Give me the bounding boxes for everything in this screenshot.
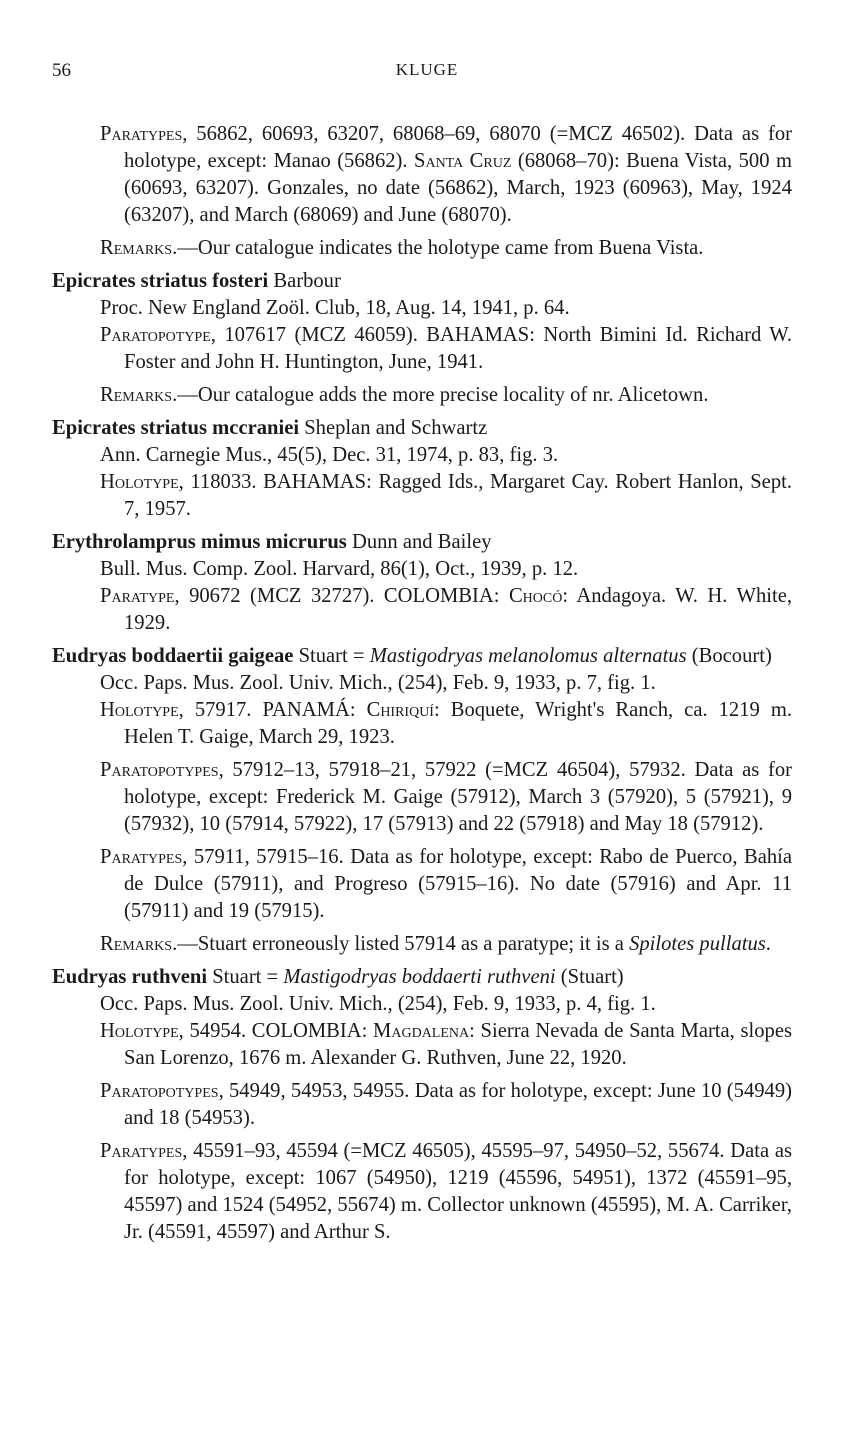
- holotype-paragraph: Holotype, 118033. BAHAMAS: Ragged Ids., Margaret Cay. Robert Hanlon, Sept. 7, 1957.: [100, 471, 792, 520]
- page-number: 56: [52, 60, 71, 81]
- species-heading: Epicrates striatus fosteri Barbour: [52, 270, 341, 292]
- citation: Occ. Paps. Mus. Zool. Univ. Mich., (254), Feb. 9, 1933, p. 4, fig. 1.: [100, 993, 656, 1015]
- citation: Bull. Mus. Comp. Zool. Harvard, 86(1), Oct., 1939, p. 12.: [100, 558, 579, 580]
- remarks-paragraph: Remarks.—Our catalogue adds the more precise locality of nr. Alicetown.: [100, 384, 709, 406]
- citation: Proc. New England Zoöl. Club, 18, Aug. 14, 1941, p. 64.: [100, 297, 570, 319]
- remarks-paragraph: Remarks.—Stuart erroneously listed 57914 as a paratype; it is a Spilotes pullatus.: [100, 933, 771, 955]
- species-heading: Epicrates striatus mccraniei Sheplan and Schwartz: [52, 417, 488, 439]
- paratype-paragraph: Paratype, 90672 (MCZ 32727). COLOMBIA: Chocó: Andagoya. W. H. White, 1929.: [100, 585, 792, 634]
- species-entry-micrurus: [52, 529, 792, 637]
- species-entry-mccraniei: [52, 415, 792, 523]
- holotype-paragraph: Holotype, 57917. PANAMÁ: Chiriquí: Boquete, Wright's Ranch, ca. 1219 m. Helen T. Gaige, March 29, 1923.: [100, 699, 792, 748]
- species-heading: Eudryas ruthveni Stuart = Mastigodryas boddaerti ruthveni (Stuart): [52, 966, 624, 988]
- paratypes-paragraph: Paratypes, 45591–93, 45594 (=MCZ 46505), 45595–97, 54950–52, 55674. Data as for holotype, except: 1067 (54950), 1219 (45596, 54951), 1372 (45591–95, 45597) and 1524 (54952, 55674) m. Collector unknown (45595), M. A. Carriker, Jr. (45591, 45597) and Arthur S.: [100, 1140, 792, 1243]
- paratopotypes-paragraph: Paratopotypes, 54949, 54953, 54955. Data as for holotype, except: June 10 (54949) and 18 (54953).: [100, 1080, 792, 1129]
- species-heading: Erythrolamprus mimus micrurus Dunn and Bailey: [52, 531, 492, 553]
- species-heading: Eudryas boddaertii gaigeae Stuart = Mastigodryas melanolomus alternatus (Bocourt): [52, 645, 772, 667]
- citation: Occ. Paps. Mus. Zool. Univ. Mich., (254), Feb. 9, 1933, p. 7, fig. 1.: [100, 672, 656, 694]
- paratopotypes-paragraph: Paratopotypes, 57912–13, 57918–21, 57922 (=MCZ 46504), 57932. Data as for holotype, except: Frederick M. Gaige (57912), March 3 (57920), 5 (57921), 9 (57932), 10 (57914, 57922), 17 (57913) and 22 (57918) and May 18 (57912).: [100, 759, 792, 835]
- page-body: [52, 121, 792, 1252]
- holotype-paragraph: Holotype, 54954. COLOMBIA: Magdalena: Sierra Nevada de Santa Marta, slopes San Lorenzo, 1676 m. Alexander G. Ruthven, June 22, 1920.: [100, 1020, 792, 1069]
- paratypes-paragraph: Paratypes, 57911, 57915–16. Data as for holotype, except: Rabo de Puerco, Bahía de Dulce (57911), and Progreso (57915–16). No date (57916) and Apr. 11 (57911) and 19 (57915).: [100, 846, 792, 922]
- species-entry-fosteri: [52, 268, 792, 409]
- remarks-paragraph: Remarks.—Our catalogue indicates the holotype came from Buena Vista.: [100, 237, 704, 259]
- citation: Ann. Carnegie Mus., 45(5), Dec. 31, 1974, p. 83, fig. 3.: [100, 444, 559, 466]
- running-head: KLUGE: [395, 60, 459, 79]
- species-entry-gaigeae: [52, 643, 792, 958]
- page-header: [52, 60, 802, 84]
- species-entry-ruthveni: [52, 964, 792, 1246]
- paratypes-paragraph: Paratypes, 56862, 60693, 63207, 68068–69, 68070 (=MCZ 46502). Data as for holotype, except: Manao (56862). Santa Cruz (68068–70): Buena Vista, 500 m (60693, 63207). Gonzales, no date (56862), March, 1923 (60963), May, 1924 (63207), and March (68069) and June (68070).: [100, 123, 792, 226]
- paratopotype-paragraph: Paratopotype, 107617 (MCZ 46059). BAHAMAS: North Bimini Id. Richard W. Foster and John H. Huntington, June, 1941.: [100, 324, 792, 373]
- entry-continuation: [52, 121, 792, 262]
